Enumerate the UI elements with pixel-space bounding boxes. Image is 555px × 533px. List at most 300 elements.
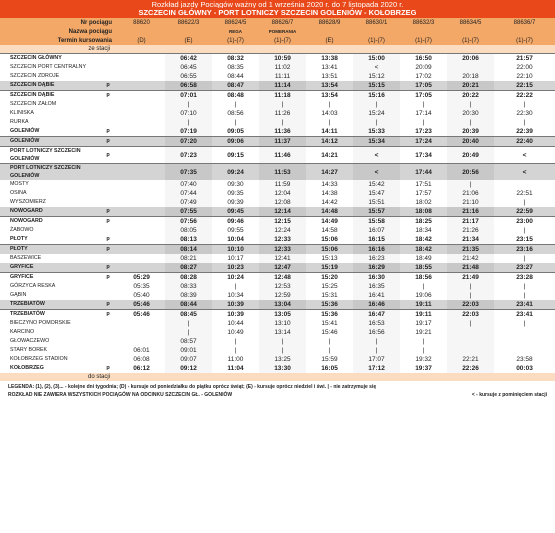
departure-time: 16:56	[353, 328, 400, 337]
stop-flag	[98, 337, 118, 346]
station-row	[0, 226, 555, 235]
departure-time	[118, 72, 165, 81]
departure-time: |	[447, 100, 494, 109]
departure-time: 13:41	[321, 64, 338, 71]
departure-time	[118, 54, 165, 64]
departure-time: 14:49	[306, 217, 353, 227]
from-station-row-label: ze stacji	[0, 45, 118, 54]
departure-time: 13:04	[259, 300, 306, 310]
stop-flag: p	[98, 245, 118, 255]
departure-time: 22:59	[494, 207, 555, 217]
departure-time: 07:49	[165, 198, 212, 207]
departure-time: <	[494, 164, 555, 181]
departure-time: 08:44	[165, 300, 212, 310]
departure-time	[118, 164, 165, 181]
stop-flag: p	[98, 137, 118, 147]
station-name: KOŁOBRZEG STADION	[10, 356, 68, 362]
departure-time: 10:59	[259, 54, 306, 64]
station-name: PŁOTY	[0, 245, 98, 255]
departure-time	[118, 245, 165, 255]
departure-time	[118, 337, 165, 346]
station-row	[0, 319, 555, 328]
departure-time: 16:35	[353, 282, 400, 291]
station-name: TRZEBIATÓW	[0, 300, 98, 310]
stop-flag: p	[98, 207, 118, 217]
stop-flag	[98, 164, 118, 181]
stop-flag: p	[98, 300, 118, 310]
departure-time: |	[353, 346, 400, 355]
departure-time	[494, 337, 555, 346]
departure-time: |	[523, 320, 526, 327]
departure-time: 08:13	[165, 235, 212, 245]
station-name: KLINISKA	[10, 110, 34, 116]
departure-time: 08:21	[165, 254, 212, 263]
departure-time: 20:40	[447, 137, 494, 147]
train-number-row-cell: 88636/7	[494, 18, 555, 27]
train-period-row-cell: (E)	[306, 36, 353, 45]
departure-time: 07:19	[165, 127, 212, 137]
departure-time: |	[422, 119, 425, 126]
departure-time: 09:12	[165, 364, 212, 373]
departure-time: 08:35	[227, 64, 244, 71]
departure-time: 13:14	[259, 328, 306, 337]
to-station-row-empty	[447, 373, 494, 381]
stop-flag: p	[98, 147, 118, 164]
departure-time: 10:39	[212, 310, 259, 320]
train-period-row-label: Termin kursowania	[0, 36, 118, 45]
station-row	[0, 282, 555, 291]
stop-flag	[98, 63, 118, 72]
departure-time: 08:44	[227, 73, 244, 80]
departure-time: 18:34	[415, 227, 432, 234]
train-number-row	[0, 18, 555, 27]
departure-time: 17:51	[415, 181, 432, 188]
departure-time: |	[234, 119, 237, 126]
departure-time: 06:42	[165, 54, 212, 64]
train-period-row-cell: (1)-(7)	[212, 36, 259, 45]
stop-flag: p	[98, 81, 118, 91]
departure-time: 21:57	[494, 54, 555, 64]
departure-time: 08:57	[165, 337, 212, 346]
station-name: BASZEWICE	[10, 255, 42, 261]
departure-time	[447, 63, 494, 72]
departure-time: 09:30	[227, 181, 244, 188]
departure-time: 14:03	[321, 110, 338, 117]
departure-time: 10:17	[227, 255, 244, 262]
departure-time: 14:48	[306, 207, 353, 217]
timetable-body	[0, 18, 555, 381]
station-row	[0, 217, 555, 227]
legend-line-1: LEGENDA: (1), (2), (3)... - kolejne dni tygodnia; (D) - kursuje od poniedziałku do piątku oprócz świąt; (E) - kursuje oprócz niedziel i świ. | - nie zatrzymuje się	[8, 384, 377, 390]
train-number-row-label: Nr pociągu	[0, 18, 118, 27]
train-name-row-cell	[447, 27, 494, 36]
departure-time: 08:28	[165, 273, 212, 283]
departure-time: 07:44	[165, 189, 212, 198]
departure-time: 18:25	[400, 217, 447, 227]
departure-time: 09:39	[227, 199, 244, 206]
departure-time: 12:53	[259, 282, 306, 291]
departure-time: 10:49	[227, 329, 244, 336]
departure-time: 20:30	[447, 109, 494, 118]
train-name-row-cell: REGA	[212, 27, 259, 36]
departure-time: 12:33	[259, 245, 306, 255]
departure-time: 06:45	[165, 63, 212, 72]
departure-time: 22:30	[516, 110, 533, 117]
train-number-row-cell: 88628/9	[306, 18, 353, 27]
departure-time: |	[259, 337, 306, 346]
station-row	[0, 72, 555, 81]
train-number-row-cell: 88620	[118, 18, 165, 27]
station-name: KARCINO	[10, 329, 35, 335]
departure-time: 11:02	[259, 63, 306, 72]
departure-time: 08:56	[227, 110, 244, 117]
departure-time: 19:06	[415, 292, 432, 299]
train-period-row-cell: (1)-(7)	[494, 36, 555, 45]
departure-time: 20:49	[447, 147, 494, 164]
departure-time: 20:56	[447, 164, 494, 181]
train-period-row-cell: (D)	[118, 36, 165, 45]
departure-time: 05:29	[118, 273, 165, 283]
departure-time: 10:04	[227, 236, 244, 243]
stop-flag: p	[98, 273, 118, 283]
departure-time: 07:35	[165, 164, 212, 181]
departure-time	[118, 254, 165, 263]
departure-time: 12:33	[259, 235, 306, 245]
stop-flag	[98, 118, 118, 127]
departure-time: 22:22	[494, 91, 555, 101]
departure-time: 15:13	[321, 255, 338, 262]
station-row	[0, 235, 555, 245]
departure-time: 12:48	[259, 273, 306, 283]
departure-time: 09:06	[212, 137, 259, 147]
departure-time: |	[165, 118, 212, 127]
departure-time: 11:26	[259, 109, 306, 118]
departure-time: 21:10	[447, 198, 494, 207]
station-name: SZCZECIN DĄBIE	[0, 91, 98, 101]
to-station-row	[0, 373, 555, 381]
departure-time: |	[523, 227, 526, 234]
departure-time: 21:06	[447, 189, 494, 198]
departure-time: 17:23	[415, 128, 432, 135]
departure-time: 12:15	[259, 217, 306, 227]
train-name-row-label: Nazwa pociągu	[0, 27, 118, 36]
departure-time: 13:54	[306, 81, 353, 91]
departure-time: 08:14	[165, 245, 212, 255]
station-row	[0, 364, 555, 373]
departure-time: 22:03	[447, 300, 494, 310]
departure-time: 19:32	[415, 356, 432, 363]
departure-time: 14:27	[306, 164, 353, 181]
legend-note: ROZKŁAD NIE ZAWIERA WSZYSTKICH POCIĄGÓW NA ODCINKU SZCZECIN GŁ. - GOLENIÓW	[8, 392, 233, 398]
departure-time	[118, 81, 165, 91]
timetable-title	[0, 0, 555, 18]
stop-flag: p	[98, 217, 118, 227]
stop-flag: p	[98, 310, 118, 320]
departure-time: 15:06	[321, 236, 338, 243]
departure-time: 19:17	[415, 320, 432, 327]
departure-time: |	[523, 283, 526, 290]
departure-time: |	[523, 101, 526, 108]
departure-time: 17:57	[415, 190, 432, 197]
legend	[0, 381, 555, 399]
stop-flag: p	[106, 128, 110, 134]
train-name-row-cell	[306, 27, 353, 36]
departure-time: 12:08	[259, 198, 306, 207]
train-name-row-cell	[400, 27, 447, 36]
departure-time: 09:24	[212, 164, 259, 181]
departure-time: 06:01	[133, 347, 150, 354]
departure-time: |	[165, 100, 212, 109]
departure-time: 17:44	[400, 164, 447, 181]
stop-flag	[98, 72, 118, 81]
departure-time: 05:35	[133, 283, 150, 290]
departure-time: 12:24	[259, 226, 306, 235]
departure-time: |	[447, 282, 494, 291]
departure-time: 12:47	[259, 263, 306, 273]
station-row	[0, 91, 555, 101]
station-row	[0, 81, 555, 91]
departure-time: 14:38	[321, 190, 338, 197]
departure-time: |	[447, 118, 494, 127]
departure-time	[118, 118, 165, 127]
departure-time: 23:41	[494, 300, 555, 310]
departure-time: 21:16	[447, 207, 494, 217]
departure-time: 15:46	[321, 329, 338, 336]
departure-time	[447, 337, 494, 346]
departure-time: 15:06	[306, 245, 353, 255]
departure-time: 10:44	[227, 320, 244, 327]
departure-time	[494, 180, 555, 189]
departure-time: |	[328, 338, 331, 345]
departure-time: 17:05	[400, 81, 447, 91]
station-row	[0, 291, 555, 300]
departure-time: 14:12	[306, 137, 353, 147]
departure-time: 15:57	[353, 207, 400, 217]
train-number-row-cell: 88626/7	[259, 18, 306, 27]
departure-time: |	[447, 291, 494, 300]
station-row	[0, 118, 555, 127]
departure-time	[494, 328, 555, 337]
departure-time: 22:21	[447, 355, 494, 364]
departure-time	[118, 189, 165, 198]
departure-time	[447, 328, 494, 337]
departure-time: |	[165, 328, 212, 337]
departure-time: 09:45	[212, 207, 259, 217]
departure-time: 08:39	[165, 291, 212, 300]
departure-time: 16:23	[353, 254, 400, 263]
station-name: STARY BOREK	[10, 347, 48, 353]
legend-line-2	[8, 391, 547, 399]
departure-time: 13:38	[306, 54, 353, 64]
to-station-row-empty	[212, 373, 259, 381]
station-name: SZCZECIN GŁÓWNY	[0, 54, 98, 64]
departure-time: 10:34	[227, 292, 244, 299]
stop-flag	[98, 109, 118, 118]
departure-time	[118, 137, 165, 147]
station-name: NOWOGARD	[0, 207, 98, 217]
departure-time: 15:36	[306, 300, 353, 310]
train-name-row-cell	[494, 27, 555, 36]
to-station-row-label: do stacji	[0, 373, 118, 381]
departure-time: |	[234, 347, 237, 354]
departure-time: 10:24	[212, 273, 259, 283]
departure-time: 15:20	[306, 273, 353, 283]
departure-time: 15:59	[321, 356, 338, 363]
station-row	[0, 207, 555, 217]
departure-time: 11:18	[259, 91, 306, 101]
departure-time: 15:58	[353, 217, 400, 227]
departure-time: 10:23	[212, 263, 259, 273]
departure-time: 20:21	[447, 81, 494, 91]
departure-time: |	[422, 101, 425, 108]
stop-flag	[98, 189, 118, 198]
departure-time: 13:05	[259, 310, 306, 320]
station-row	[0, 189, 555, 198]
to-station-row-empty	[494, 373, 555, 381]
station-row	[0, 137, 555, 147]
departure-time: 21:48	[447, 263, 494, 273]
stop-flag: p	[106, 236, 110, 242]
station-row	[0, 328, 555, 337]
departure-time: 07:56	[165, 217, 212, 227]
departure-time: 16:29	[353, 263, 400, 273]
departure-time: <	[353, 63, 400, 72]
departure-time: 09:55	[227, 227, 244, 234]
stop-flag	[98, 198, 118, 207]
departure-time: 06:12	[133, 365, 150, 372]
station-row	[0, 273, 555, 283]
departure-time: 19:21	[415, 329, 432, 336]
departure-time: 13:30	[259, 364, 306, 373]
departure-time	[118, 198, 165, 207]
station-row	[0, 127, 555, 137]
departure-time: 07:20	[165, 137, 212, 147]
departure-time: <	[353, 147, 400, 164]
departure-time	[118, 91, 165, 101]
departure-time: 14:21	[306, 147, 353, 164]
train-number-row-cell: 88624/5	[212, 18, 259, 27]
departure-time: |	[259, 100, 306, 109]
departure-time: 12:14	[259, 207, 306, 217]
departure-time: 05:46	[118, 300, 165, 310]
departure-time: |	[328, 101, 331, 108]
departure-time: |	[447, 319, 494, 328]
departure-time	[118, 180, 165, 189]
departure-time	[118, 263, 165, 273]
departure-time: 22:40	[494, 137, 555, 147]
departure-time: 15:24	[353, 109, 400, 118]
departure-time: 23:00	[494, 217, 555, 227]
train-number-row-cell: 88632/3	[400, 18, 447, 27]
departure-time	[118, 109, 165, 118]
station-name: NOWOGARD	[0, 217, 98, 227]
departure-time	[118, 63, 165, 72]
departure-time: 08:47	[212, 81, 259, 91]
departure-time: |	[259, 346, 306, 355]
stop-flag	[98, 355, 118, 364]
station-row	[0, 263, 555, 273]
train-name-row-cell: POMERANIA	[259, 27, 306, 36]
departure-time: 18:42	[415, 236, 432, 243]
departure-time: |	[234, 101, 237, 108]
validity-line: Rozkład jazdy Pociągów ważny od 1 września 2020 r. do 7 listopada 2020 r.	[151, 0, 404, 8]
from-station-row-empty	[353, 45, 400, 54]
station-name: GRYFICE	[0, 273, 98, 283]
train-name-row-cell	[353, 27, 400, 36]
train-number-row-cell: 88630/1	[353, 18, 400, 27]
departure-time: 23:28	[494, 273, 555, 283]
departure-time	[118, 328, 165, 337]
departure-time: 11:00	[227, 356, 244, 363]
departure-time: 23:41	[494, 310, 555, 320]
departure-time: 11:36	[259, 127, 306, 137]
departure-time: 22:26	[447, 364, 494, 373]
train-name-row-cell	[118, 27, 165, 36]
departure-time: 22:39	[516, 128, 533, 135]
departure-time: 15:25	[321, 283, 338, 290]
departure-time: |	[353, 337, 400, 346]
departure-time: 16:07	[353, 226, 400, 235]
departure-time	[118, 319, 165, 328]
station-row	[0, 180, 555, 189]
departure-time: 18:08	[400, 207, 447, 217]
departure-time: 15:42	[353, 180, 400, 189]
departure-time: 12:04	[259, 189, 306, 198]
departure-time: 21:35	[447, 245, 494, 255]
station-row	[0, 245, 555, 255]
departure-time: 16:46	[353, 300, 400, 310]
station-name: PORT LOTNICZY SZCZECIN GOLENIÓW	[0, 147, 98, 164]
departure-time: 13:51	[321, 73, 338, 80]
stop-flag	[98, 319, 118, 328]
departure-time: 16:41	[353, 291, 400, 300]
departure-time: 06:55	[165, 72, 212, 81]
station-name: GOLENIÓW	[10, 128, 40, 134]
stop-flag	[98, 291, 118, 300]
stop-flag	[98, 346, 118, 355]
stop-flag: p	[98, 91, 118, 101]
departure-time: 15:33	[353, 127, 400, 137]
departure-time: 16:50	[400, 54, 447, 64]
departure-time: |	[234, 338, 237, 345]
stop-flag: p	[106, 365, 110, 371]
timetable	[0, 18, 555, 381]
to-station-row-empty	[118, 373, 165, 381]
departure-time: 21:34	[447, 235, 494, 245]
departure-time: 07:40	[165, 180, 212, 189]
station-name: PORT LOTNICZY SZCZECIN GOLENIÓW	[0, 164, 98, 181]
departure-time: 15:15	[353, 81, 400, 91]
departure-time: 07:55	[165, 207, 212, 217]
departure-time: 15:31	[321, 292, 338, 299]
departure-time: 17:14	[415, 110, 432, 117]
from-station-row-empty	[118, 45, 165, 54]
departure-time: 19:37	[415, 365, 432, 372]
station-name: KOŁOBRZEG	[10, 365, 44, 371]
station-row	[0, 100, 555, 109]
station-name: GÓRZYCA RESKA	[10, 283, 56, 289]
train-name-row-cell	[165, 27, 212, 36]
legend-skip-note: < - kursuje z pominięciem stacji	[471, 392, 547, 398]
station-row	[0, 147, 555, 164]
departure-time: 15:12	[353, 72, 400, 81]
stop-flag: p	[98, 263, 118, 273]
departure-time: 10:39	[212, 300, 259, 310]
departure-time: 23:58	[516, 356, 533, 363]
from-station-row-empty	[259, 45, 306, 54]
departure-time: 17:05	[400, 91, 447, 101]
departure-time: 15:41	[321, 320, 338, 327]
